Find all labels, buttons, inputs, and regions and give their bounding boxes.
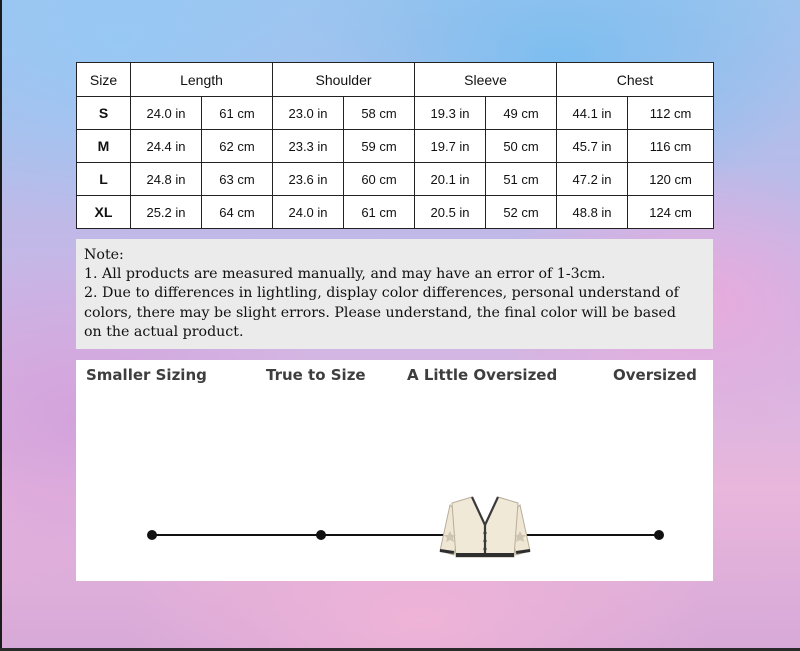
sleeve-cm-cell: 51 cm (486, 163, 557, 196)
note-line-4: on the actual product. (84, 323, 244, 340)
sleeve-cm-cell: 50 cm (486, 130, 557, 163)
chest-in-cell: 48.8 in (557, 196, 628, 229)
shoulder-cm-cell: 59 cm (344, 130, 415, 163)
chest-in-cell: 47.2 in (557, 163, 628, 196)
sleeve-in-cell: 20.1 in (415, 163, 486, 196)
fit-label-oversized: Oversized (613, 366, 697, 384)
fit-label-true-to-size: True to Size (266, 366, 366, 384)
note-line-2: 2. Due to differences in lightling, display color differences, personal understand of (84, 285, 679, 302)
measurement-note (76, 239, 713, 349)
shoulder-in-cell: 23.6 in (273, 163, 344, 196)
header-shoulder: Shoulder (273, 63, 415, 97)
header-length: Length (131, 63, 273, 97)
size-cell: XL (77, 196, 131, 229)
table-row (77, 196, 714, 229)
table-row (77, 163, 714, 196)
scale-dot-oversized (654, 530, 664, 540)
table-row (77, 97, 714, 130)
chest-cm-cell: 112 cm (628, 97, 714, 130)
header-chest: Chest (557, 63, 714, 97)
chest-in-cell: 45.7 in (557, 130, 628, 163)
table-row (77, 130, 714, 163)
sleeve-in-cell: 19.7 in (415, 130, 486, 163)
left-edge-divider (0, 0, 2, 651)
fit-scale-line (152, 534, 660, 536)
note-line-1: 1. All products are measured manually, and may have an error of 1-3cm. (84, 266, 606, 283)
sleeve-in-cell: 20.5 in (415, 196, 486, 229)
fit-label-smaller-sizing: Smaller Sizing (86, 366, 207, 384)
chest-cm-cell: 124 cm (628, 196, 714, 229)
fit-label-a-little-oversized: A Little Oversized (407, 366, 558, 384)
shoulder-cm-cell: 58 cm (344, 97, 415, 130)
sleeve-cm-cell: 49 cm (486, 97, 557, 130)
chest-cm-cell: 120 cm (628, 163, 714, 196)
length-cm-cell: 62 cm (202, 130, 273, 163)
header-size: Size (77, 63, 131, 97)
size-cell: S (77, 97, 131, 130)
shoulder-cm-cell: 61 cm (344, 196, 415, 229)
length-cm-cell: 61 cm (202, 97, 273, 130)
note-line-3: colors, there may be slight errors. Please understand, the final color will be based (84, 304, 676, 321)
sleeve-cm-cell: 52 cm (486, 196, 557, 229)
length-in-cell: 25.2 in (131, 196, 202, 229)
length-in-cell: 24.8 in (131, 163, 202, 196)
length-cm-cell: 64 cm (202, 196, 273, 229)
length-cm-cell: 63 cm (202, 163, 273, 196)
scale-dot-smaller-sizing (147, 530, 157, 540)
table-header-row (77, 63, 714, 97)
length-in-cell: 24.0 in (131, 97, 202, 130)
scale-dot-true-to-size (316, 530, 326, 540)
size-cell: M (77, 130, 131, 163)
note-heading: Note: (84, 247, 124, 263)
fit-scale-panel (76, 360, 713, 581)
sleeve-in-cell: 19.3 in (415, 97, 486, 130)
shoulder-cm-cell: 60 cm (344, 163, 415, 196)
cardigan-icon (438, 495, 532, 565)
chest-in-cell: 44.1 in (557, 97, 628, 130)
shoulder-in-cell: 24.0 in (273, 196, 344, 229)
shoulder-in-cell: 23.0 in (273, 97, 344, 130)
size-cell: L (77, 163, 131, 196)
header-sleeve: Sleeve (415, 63, 557, 97)
length-in-cell: 24.4 in (131, 130, 202, 163)
shoulder-in-cell: 23.3 in (273, 130, 344, 163)
chest-cm-cell: 116 cm (628, 130, 714, 163)
size-chart-table (76, 62, 714, 229)
